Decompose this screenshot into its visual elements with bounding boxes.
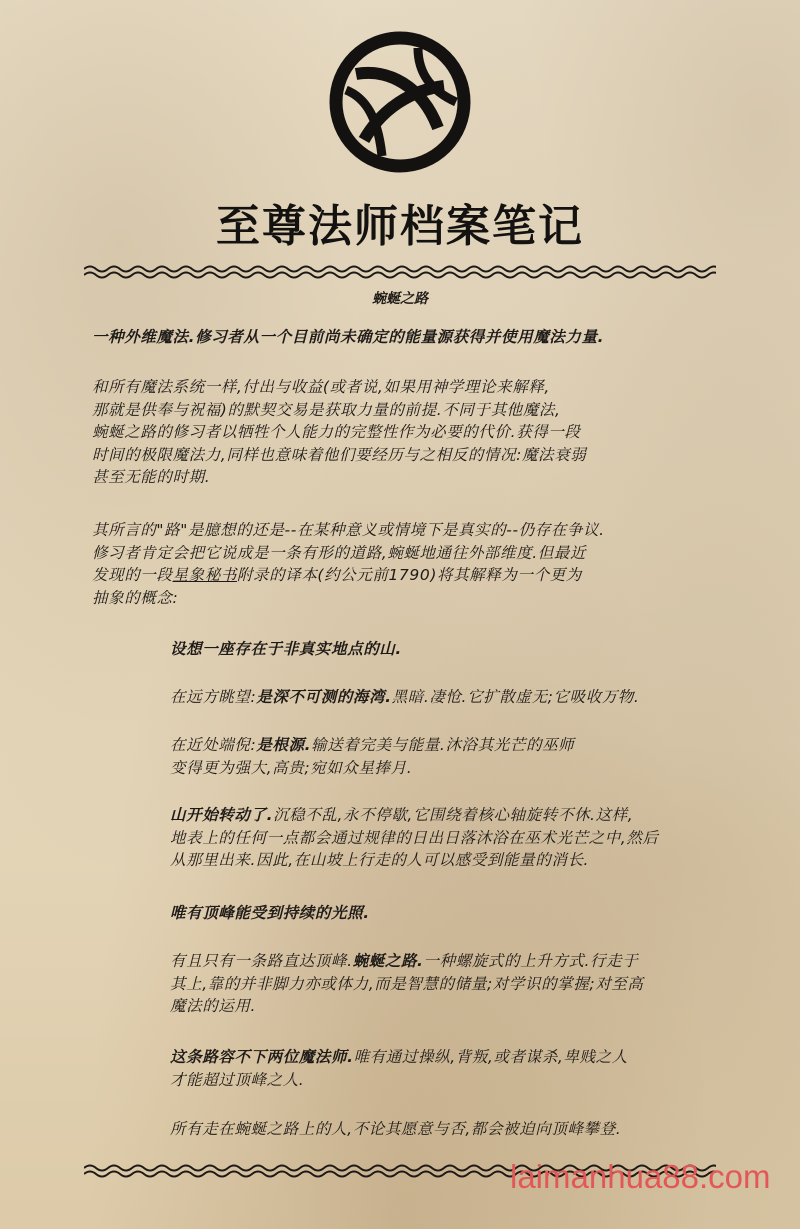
paragraph-one: [92, 376, 732, 489]
quote-four-rest: 沉稳不乱,永不停歇,它围绕着核心轴旋转不休.这样,: [273, 806, 634, 824]
paragraph-two: [92, 519, 732, 609]
quote-six-rest: 一种螺旋式的上升方式.行走于: [423, 952, 639, 970]
quote-one: [170, 638, 730, 661]
quote-three-rest: 输送着完美与能量.沐浴其光芒的巫师: [311, 736, 575, 754]
section-subtitle: 蜿蜒之路: [372, 291, 428, 307]
p1-line-1: 和所有魔法系统一样,付出与收益(或者说,如果用神学理论来解释,: [92, 378, 550, 396]
intro-text: 一种外维魔法.修习者从一个目前尚未确定的能量源获得并使用魔法力量.: [92, 328, 605, 346]
p1-line-3: 蜿蜒之路的修习者以牺牲个人能力的完整性作为必要的代价.获得一段: [92, 423, 581, 441]
quote-three-line-1: [170, 734, 730, 757]
book-title-link: 星象秘书: [172, 566, 237, 584]
p2-line-1: 其所言的"路"是臆想的还是--在某种意义或情境下是真实的--仍存在争议.: [92, 521, 605, 539]
quote-three: [170, 734, 730, 779]
quote-seven: [170, 1046, 730, 1091]
quote-four-line-3: 从那里出来.因此,在山坡上行走的人可以感受到能量的消长.: [170, 851, 590, 869]
quote-two-lead: 在远方眺望:: [170, 688, 257, 706]
quote-four-line-1: [170, 804, 730, 827]
quote-five: [170, 902, 730, 925]
quote-four-line-2: 地表上的任何一点都会通过规律的日出日落沐浴在巫术光芒之中,然后: [170, 828, 659, 847]
p1-line-5: 甚至无能的时期.: [92, 468, 211, 486]
quote-two-bold: 是深不可测的海湾.: [256, 688, 392, 706]
quote-six-line-1: [170, 950, 730, 973]
p2-line-3-start: 发现的一段: [92, 566, 173, 584]
p2-line-3-end: 附录的译本(约公元前1790)将其解释为一个更为: [236, 566, 582, 584]
quote-seven-bold: 这条路容不下两位魔法师.: [170, 1048, 354, 1066]
p2-line-2: 修习者肯定会把它说成是一条有形的道路,蜿蜒地通往外部维度.但最近: [92, 543, 587, 562]
quote-six-line-3: 魔法的运用.: [170, 997, 257, 1015]
quote-one-text: 设想一座存在于非真实地点的山.: [170, 640, 402, 658]
p1-line-4: 时间的极限魔法力,同样也意味着他们要经历与之相反的情况:魔法衰弱: [92, 445, 587, 464]
quote-three-bold: 是根源.: [256, 736, 312, 754]
quote-four-bold: 山开始转动了.: [170, 806, 274, 824]
p1-line-2: 那就是供奉与祝福)的默契交易是获取力量的前提.不同于其他魔法,: [92, 400, 561, 419]
wave-divider-icon: [84, 264, 716, 280]
quote-six-line-2: 其上,靠的并非脚力亦或体力,而是智慧的储量;对学识的掌握;对至高: [170, 974, 644, 993]
watermark-text: laimanhua88.com: [510, 1158, 771, 1195]
quote-four: [170, 804, 730, 872]
quote-two-rest: 黑暗.凄怆.它扩散虚无;它吸收万物.: [391, 688, 640, 706]
quote-two: [170, 686, 730, 709]
quote-three-line-2: 变得更为强大,高贵;宛如众星捧月.: [170, 758, 413, 777]
quote-three-lead: 在近处端倪:: [170, 736, 257, 754]
page-title: 至尊法师档案笔记: [216, 201, 584, 252]
quote-eight-text: 所有走在蜿蜒之路上的人,不论其愿意与否,都会被迫向顶峰攀登.: [170, 1120, 622, 1138]
quote-six-bold: 蜿蜒之路.: [352, 952, 424, 970]
quote-five-text: 唯有顶峰能受到持续的光照.: [170, 904, 370, 922]
quote-seven-rest: 唯有通过操纵,背叛,或者谋杀,卑贱之人: [353, 1048, 628, 1066]
seal-emblem-icon: [326, 28, 474, 176]
p2-line-3: [92, 564, 732, 587]
quote-seven-line-1: [170, 1046, 730, 1069]
quote-six: [170, 950, 730, 1018]
quote-six-lead: 有且只有一条路直达顶峰.: [170, 952, 353, 970]
p2-line-4: 抽象的概念:: [92, 588, 179, 607]
intro-paragraph: [92, 326, 732, 349]
quote-seven-line-2: 才能超过顶峰之人.: [170, 1070, 305, 1089]
quote-eight: [170, 1118, 730, 1141]
